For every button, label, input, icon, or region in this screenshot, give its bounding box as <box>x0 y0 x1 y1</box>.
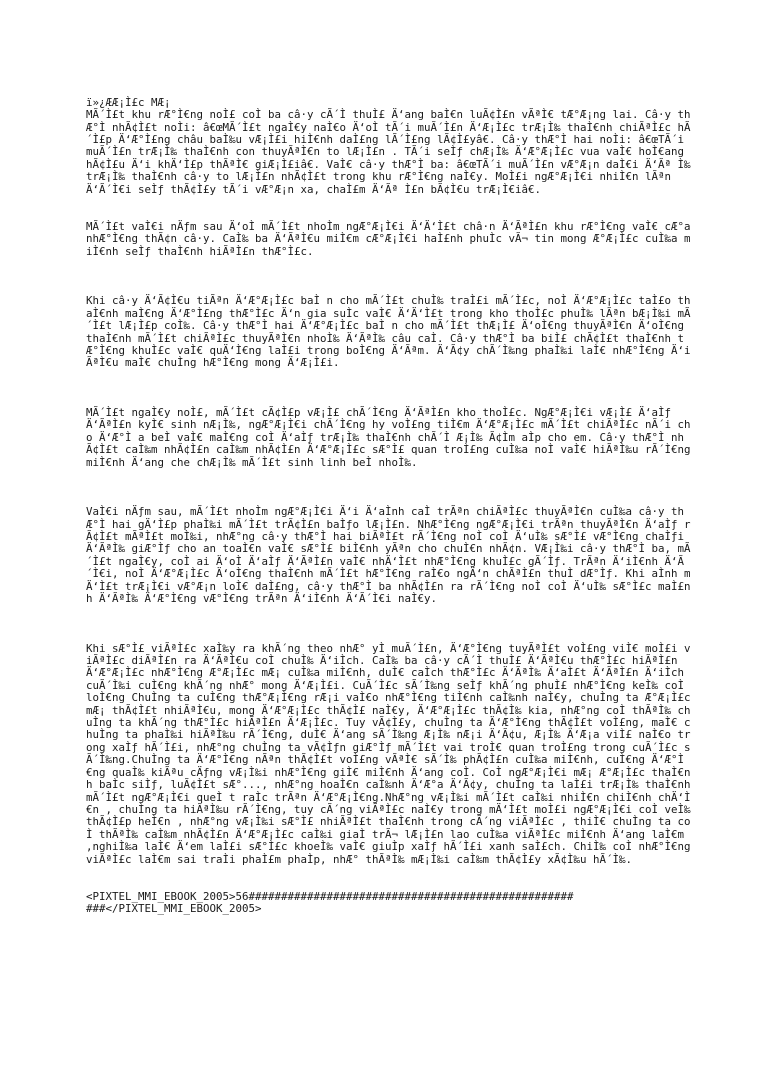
paragraph-1: ï»¿ÆÆ¡Ì£c MÆ¡ MÃ´Ì£t khu rÆ°Ì€ng noÌ£ coÌ ba câ·y cÃ´Ì thuÌ£ Ä‘ang baÌ€n luÃ¢Ì£n vÃªÌ€ tÆ°Æ¡ng lai. Câ·y thÆ°Ì nhÃ¢Ì£t noÌi: â€œMÃ´Ì£t ngaÌ€y naÌ€o Ä‘oÌ tÃ´i muÃ´Ì£n Ä‘Æ¡Ì£c trÆ¡Ì‰ thaÌ€nh chiÃªÌ£c hÃ´Ì£p Ä‘Æ°Ì£ng châu baÌ‰u vÆ¡Ì£i hiÌ€nh daÌ£ng lÃ´Ì£ng lÃ¢Ì£yâ€. Câ·y thÆ°Ì hai noÌi: â€œTÃ´i muÃ´Ì£n trÆ¡Ì‰ thaÌ€nh con thuyÃªÌ€n to lÆ¡Ì£n . TÃ´i seÌƒ chÆ¡Ì‰ Ä‘Æ°Æ¡Ì£c vua vaÌ€ hoÌ€ang hÃ¢Ì£u Ä‘i khÄ‘Ì£p thÃªÌ€ giÆ¡Ì£iâ€. VaÌ€ câ·y thÆ°Ì ba: â€œTÃ´i muÃ´Ì£n vÆ°Æ¡n daÌ€i Ä‘Ãª Ì‰ trÆ¡Ì‰ thaÌ€nh câ·y to lÆ¡Ì£n nhÃ¢Ì£t trong khu rÆ°Ì€ng naÌ€y. MoÌ£i ngÆ°Æ¡Ì€i nhiÌ€n lÃªn Ä‘Ã´Ì€i seÌƒ thÃ¢Ì£y tÃ´i vÆ°Æ¡n xa, chaÌ£m Ä‘Ãª Ì£n bÃ¢Ì€u trÆ¡Ì€iâ€. <box>86 95 691 196</box>
document-text <box>86 72 698 940</box>
paragraph-2: MÃ´Ì£t vaÌ€i nÄƒm sau Ä‘oÌ mÃ´Ì£t nhoÌm ngÆ°Æ¡Ì€i Ä‘Ä‘Ì£t châ·n Ä‘ÃªÌ£n khu rÆ°Ì€ng vaÌ€ cÆ°a nhÆ°Ì€ng thÃ¢n câ·y. CaÌ‰ ba Ä‘ÃªÌ€u miÌ€m cÆ°Æ¡Ì€i haÌ£nh phuÌc vÃ¬ tin mong Æ°Æ¡Ì£c cuÌ‰a miÌ€nh seÌƒ thaÌ€nh hiÃªÌ£n thÆ°Ì£c. <box>86 219 698 258</box>
paragraph-5: VaÌ€i nÄƒm sau, mÃ´Ì£t nhoÌm ngÆ°Æ¡Ì€i Ä‘i Ä‘aÌnh caÌ trÃªn chiÃªÌ£c thuyÃªÌ€n cuÌ‰a câ·y thÆ°Ì hai gÄ‘Ì£p phaÌ‰i mÃ´Ì£t trÃ¢Ì£n baÌƒo lÆ¡Ì£n. NhÆ°Ì€ng ngÆ°Æ¡Ì€i trÃªn thuyÃªÌ€n Ä‘aÌƒ rÃ¢Ì£t mÃªÌ£t moÌ‰i, nhÆ°ng câ·y thÆ°Ì hai biÃªÌ£t rÃ´Ì€ng noÌ coÌ Ä‘uÌ‰ sÆ°Ì£ vÆ°Ì€ng chaÌƒi Ä‘ÃªÌ‰ giÆ°Ìƒ cho an toaÌ€n vaÌ€ sÆ°Ì£ biÌ€nh yÃªn cho chuÌ€n nhÃ¢n. VÆ¡Ì‰i câ·y thÆ°Ì ba, mÃ´Ì£t ngaÌ€y, coÌ ai Ä‘oÌ Ä‘aÌƒ Ä‘ÃªÌ£n vaÌ€ nhÄ‘Ì£t nhÆ°Ì€ng khuÌ£c gÃ´Ìƒ. TrÃªn Ä‘iÌ€nh Ä‘Ã´Ì€i, noÌ Ä‘Æ°Æ¡Ì£c Ä‘oÌ€ng thaÌ€nh mÃ´Ì£t hÆ°Ì€ng raÌ€o ngÄ‘n chÃªÌ£n thuÌ dÆ°Ìƒ. Khi aÌnh mÄ‘Ì£t trÆ¡Ì€i vÆ°Æ¡n loÌ€ daÌ£ng, câ·y thÆ°Ì ba nhÃ¢Ì£n ra rÃ´Ì€ng noÌ coÌ Ä‘uÌ‰ sÆ°Ì£c maÌ£nh Ä‘ÃªÌ‰ Ä‘Æ°Ì€ng vÆ°Ì€ng trÃªn Ä‘iÌ€nh Ä‘Ã´Ì€i naÌ€y. <box>86 505 691 606</box>
paragraph-4: MÃ´Ì£t ngaÌ€y noÌ£, mÃ´Ì£t cÃ¢Ì£p vÆ¡Ì£ chÃ´Ì€ng Ä‘ÃªÌ£n kho thoÌ£c. NgÆ°Æ¡Ì€i vÆ¡Ì£ Ä‘aÌƒ Ä‘ÃªÌ£n kyÌ€ sinh nÆ¡Ì‰, ngÆ°Æ¡Ì€i chÃ´Ì€ng hy voÌ£ng tiÌ€m Ä‘Æ°Æ¡Ì£c mÃ´Ì£t chiÃªÌ£c nÃ´i cho Ä‘Æ°Ì a beÌ vaÌ€ maÌ€ng coÌ Ä‘aÌƒ trÆ¡Ì‰ thaÌ€nh chÃ´Ì Æ¡Ì‰ Ã¢Ìm aÌp cho em. Câ·y thÆ°Ì nhÃ¢Ì£t caÌ‰m nhÃ¢Ì£n caÌ‰m nhÃ¢Ì£n Ä‘Æ°Æ¡Ì£c sÆ°Ì£ quan troÌ£ng cuÌ‰a noÌ vaÌ€ hiÃªÌ‰u rÃ´Ì€ng miÌ€nh Ä‘ang che chÆ¡Ì‰ mÃ´Ì£t sinh linh beÌ nhoÌ‰. <box>86 405 698 469</box>
paragraph-3: Khi câ·y Ä‘Ã¢Ì€u tiÃªn Ä‘Æ°Æ¡Ì£c baÌ n cho mÃ´Ì£t chuÌ‰ traÌ£i mÃ´Ì£c, noÌ Ä‘Æ°Æ¡Ì£c taÌ£o thaÌ€nh maÌ€ng Ä‘Æ°Ì£ng thÆ°Ì£c Ä‘n gia suÌc vaÌ€ Ä‘Ä‘Ì£t trong kho thoÌ£c phuÌ‰ lÃªn bÆ¡Ì‰i mÃ´Ì£t lÆ¡Ì£p coÌ‰. Câ·y thÆ°Ì hai Ä‘Æ°Æ¡Ì£c baÌ n cho mÃ´Ì£t thÆ¡Ì£ Ä‘oÌ€ng thuyÃªÌ€n Ä‘oÌ€ng thaÌ€nh mÃ´Ì£t chiÃªÌ£c thuyÃªÌ€n nhoÌ‰ Ä‘ÃªÌ‰ câu caÌ. Câ·y thÆ°Ì ba biÌ£ chÃ¢Ì£t thaÌ€nh tÆ°Ì€ng khuÌ£c vaÌ€ quÄ‘Ì€ng laÌ£i trong boÌ€ng Ä‘Ãªm. Ä‘Ã¢y chÃ´Ì‰ng phaÌ‰i laÌ€ nhÆ°Ì€ng Ä‘iÃªÌ€u maÌ€ chuÌng hÆ°Ì€ng mong Ä‘Æ¡Ì£i. <box>86 294 691 370</box>
ebook-footer-marker: <PIXTEL_MMI_EBOOK_2005>56################################################## ###</PIXTEL_MMI_EBOOK_2005> <box>86 889 574 916</box>
paragraph-6: Khi sÆ°Ì£ viÃªÌ£c xaÌ‰y ra khÃ´ng theo nhÆ° yÌ muÃ´Ì£n, Ä‘Æ°Ì€ng tuyÃªÌ£t voÌ£ng viÌ€ moÌ£i viÃªÌ£c diÃªÌ£n ra Ä‘ÃªÌ€u coÌ chuÌ‰ Ä‘iÌch. CaÌ‰ ba câ·y cÃ´Ì thuÌ£ Ä‘ÃªÌ€u thÆ°Ì£c hiÃªÌ£n Ä‘Æ°Æ¡Ì£c nhÆ°Ì€ng Æ°Æ¡Ì£c mÆ¡ cuÌ‰a miÌ€nh, duÌ€ caÌch thÆ°Ì£c Ä‘ÃªÌ‰ Ä‘aÌ£t Ä‘ÃªÌ£n Ä‘iÌch cuÃ´Ì‰i cuÌ€ng khÃ´ng nhÆ° mong Ä‘Æ¡Ì£i. CuÃ´Ì£c sÃ´Ì‰ng seÌƒ khÃ´ng phuÌ£ nhÆ°Ì€ng keÌ‰ coÌ loÌ€ng ChuÌng ta cuÌ€ng thÆ°Æ¡Ì€ng rÆ¡i vaÌ€o nhÆ°Ì€ng tiÌ€nh caÌ‰nh naÌ€y, chuÌng ta Æ°Æ¡Ì£c mÆ¡ thÃ¢Ì£t nhiÃªÌ€u, mong Ä‘Æ°Æ¡Ì£c thÃ¢Ì£ naÌ€y, Ä‘Æ°Æ¡Ì£c thÃ¢Ì‰ kia, nhÆ°ng coÌ thÃªÌ‰ chuÌng ta khÃ´ng thÆ°Ì£c hiÃªÌ£n Ä‘Æ¡Ì£c. Tuy vÃ¢Ì£y, chuÌng ta Ä‘Æ°Ì€ng thÃ¢Ì£t voÌ£ng, maÌ€ chuÌng ta phaÌ‰i hiÃªÌ‰u rÃ´Ì€ng, duÌ€ Ä‘ang sÃ´Ì‰ng Æ¡Ì‰ nÆ¡i Ä‘Ã¢u, Æ¡Ì‰ Ä‘Æ¡a viÌ£ naÌ€o trong xaÌƒ hÃ´Ì£i, nhÆ°ng chuÌng ta vÃ¢Ìƒn giÆ°Ìƒ mÃ´Ì£t vai troÌ€ quan troÌ£ng trong cuÃ´Ì£c sÃ´Ì‰ng.ChuÌng ta Ä‘Æ°Ì€ng nÃªn thÃ¢Ì£t voÌ£ng vÃªÌ€ sÃ´Ì‰ phÃ¢Ì£n cuÌ‰a miÌ€nh, cuÌ€ng Ä‘Æ°Ì€ng quaÌ‰ kiÃªu cÄƒng vÆ¡Ì‰i nhÆ°Ì€ng giÌ€ miÌ€nh Ä‘ang coÌ. CoÌ ngÆ°Æ¡Ì€i mÆ¡ Æ°Æ¡Ì£c thaÌ€nh baÌc siÌƒ, luÃ¢Ì£t sÆ°..., nhÆ°ng hoaÌ€n caÌ‰nh Ä‘Æ°a Ä‘Ã¢y, chuÌng ta laÌ£i trÆ¡Ì‰ thaÌ€nh mÃ´Ì£t ngÆ°Æ¡Ì€i queÌ t raÌc trÃªn Ä‘Æ°Æ¡Ì€ng.NhÆ°ng vÆ¡Ì‰i mÃ´Ì£t caÌ‰i nhiÌ€n chiÌ€nh chÄ‘Ì€n , chuÌng ta hiÃªÌ‰u rÃ´Ì€ng, tuy cÃ´ng viÃªÌ£c naÌ€y trong mÄ‘Ì£t moÌ£i ngÆ°Æ¡Ì€i coÌ veÌ‰ thÃ¢Ì£p heÌ€n , nhÆ°ng vÆ¡Ì‰i sÆ°Ì£ nhiÃªÌ£t thaÌ€nh trong cÃ´ng viÃªÌ£c , thiÌ€ chuÌng ta coÌ thÃªÌ‰ caÌ‰m nhÃ¢Ì£n Ä‘Æ°Æ¡Ì£c caÌ‰i giaÌ trÃ¬ lÆ¡Ì£n lao cuÌ‰a viÃªÌ£c miÌ€nh Ä‘ang laÌ€m ,nghiÌ‰a laÌ€ Ä‘em laÌ£i sÆ°Ì£c khoeÌ‰ vaÌ€ giuÌp xaÌƒ hÃ´Ì£i xanh saÌ£ch. ChiÌ‰ coÌ nhÆ°Ì€ng viÃªÌ£c laÌ€m sai traÌi phaÌ£m phaÌp, nhÆ° thÃªÌ‰ mÆ¡Ì‰i caÌ‰m thÃ¢Ì£y xÃ¢Ì‰u hÃ´Ì‰. <box>86 641 698 866</box>
